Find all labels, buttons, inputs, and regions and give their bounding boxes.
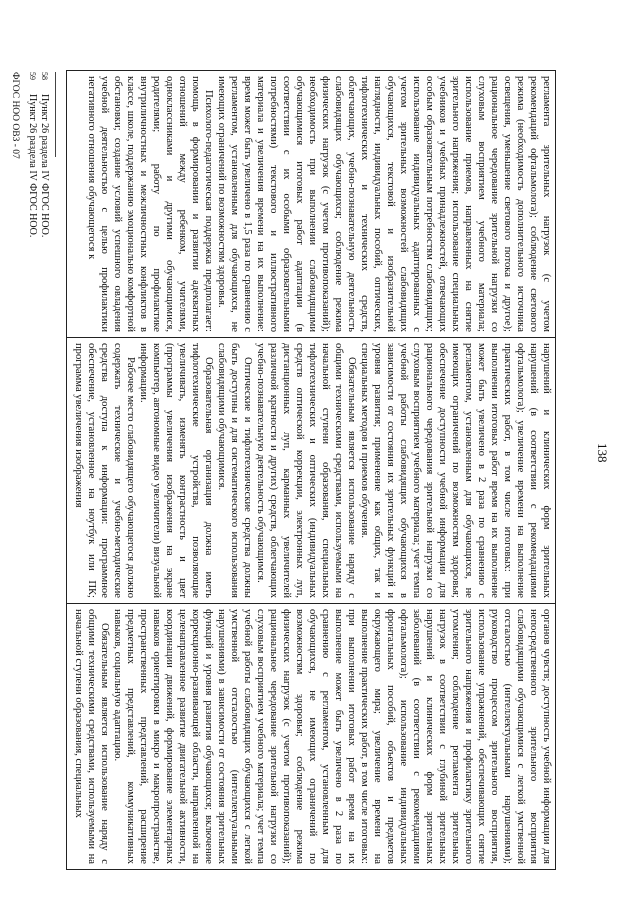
footnote-mark: 59 [28,72,37,80]
footnote-text: Пункт 26 раздела IV ФГОС НОО. [27,94,38,238]
footnote-text: Пункт 26 раздела IV ФГОС НОО. [39,94,50,238]
footnotes [26,72,50,237]
page-number: 138 [595,443,610,463]
table-column-1 [67,71,555,337]
column-paragraph: Обязательным является использование наряду с общими техническими средствами, используемыми на начальной ступени образования, специальных [73,609,110,864]
footnote-mark: 58 [40,72,49,80]
footnote [26,72,38,237]
column-paragraph: Рабочее место слабовидящего обучающегося должно содержать технические и учебно-методические средства доступа к информации: программное обеспечение, установленное на ноутбук или ПК; программа увеличения изображения [73,343,136,598]
table-column-2 [67,337,555,603]
footnote [38,72,50,237]
table-column-3 [67,603,555,869]
column-paragraph: нарушений и клинических форм зрительных нарушений (в соответствии с рекомендациями офтальмолога); увеличение времени на выполнение практических работ, в том числе итоговых: при выполнении итоговых работ время на их выполнение может быть увеличено в 2 раза по сравнению с регламентом, установленным для обучающихся, не имеющих ограничений по возможностям здоровья; обеспечение доступности учебной информации для рационального чередования зрительной нагрузки со слуховым восприятием учебного материала; учет темпа учебной работы слабовидящих обучающихся в зависимости от состояния их зрительных функций и уровня развития; применение как общих, так и специальных методов и приемов обучения. [359,343,552,598]
document-code: ФГОС НОО ОВЗ - 07 [10,72,20,159]
requirements-table [66,70,556,870]
column-paragraph: Обязательным является использование наряду с общими техническими средствами, используемыми на начальной ступени образования, специальных тифлотехнических и оптических (индивидуальных средств оптической коррекции, электронных луп, дистанционных луп, карманных увеличителей различной кратности и других) средств, облегчающих учебно-познавательную деятельность обучающимся. [255,343,357,598]
column-paragraph: Психолого-педагогическая поддержка предполагает: помощь в формировании и развитии адекватных отношений между ребенком, учителями, одноклассниками и другими обучающимися, родителями; работу по профилактике внутриличностных и межличностных конфликтов в классе, школе, поддержанию эмоционально комфортной обстановки; создание условий успешного овладения учебной деятельностью с целью профилактики негативного отношения обучающегося к [86,76,214,332]
footnote-divider [55,72,56,157]
column-paragraph: Оптические и тифлотехнические средства должны быть доступны и для систематического использования слабовидящими обучающимися. [216,343,253,598]
column-paragraph: Образовательная организация должна иметь тифлотехнические устройства, позволяющие увеличивать, изменять контрастность и цвет (программы увеличения изображения на экране компьютер, автономные видео увеличители) визуальной информации. [138,343,214,598]
column-paragraph: регламента зрительных нагрузок (с учетом рекомендаций офтальмолога); соблюдение светового режима (необходимость дополнительного источника освещения, уменьшение светового потока и другое); рациональное чередование зрительной нагрузки со слуховым восприятием учебного материала; использование приемов, направленных на снятие зрительного напряжения; использование специальных учебников и учебных принадлежностей, отвечающих особым образовательным потребностям слабовидящих; использование индивидуальных адаптированных с учетом зрительных возможностей слабовидящих обучающихся, текстовой и изобразительной наглядности, индивидуальных пособий, оптических, тифлотехнических и технических средств, облегчающих, учебно-познавательную деятельность слабовидящих обучающихся; соблюдение режима физических нагрузок (с учетом противопоказаний); необходимость при выполнении слабовидящими обучающимися итоговых работ адаптации (в соответствии с их особыми образовательными потребностями) текстового и иллюстративного материала и увеличения времени на их выполнение: время может быть увеличено в 1,5 раза по сравнению с регламентом, установленным для обучающихся, не имеющих ограничений по возможностям здоровья. [216,76,552,332]
column-paragraph: органов чувств; доступность учебной информации для непосредственного зрительного восприятия слабовидящими обучающимися с легкой умственной отсталостью (интеллектуальными нарушениями); руководство процессом зрительного восприятия, использование упражнений, обеспечивающих снятие зрительного напряжения и профилактику зрительного утомления; соблюдение регламента зрительных нагрузок в соответствии с глубиной зрительных нарушений и клинических форм зрительных заболеваний (в соответствии с рекомендациями офтальмолога); использование индивидуальных фронтальных пособий, объектов и предметов окружающего мира; увеличение времени на выполнение практических работ, в том числе итоговых: при выполнении итоговых работ время на их выполнение может быть увеличено в 2 раза по сравнению с регламентом, установленным для обучающихся, не имеющих ограничений по возможностям здоровья; соблюдение режима физических нагрузок (с учетом противопоказаний); рациональное чередование зрительной нагрузки со слуховым восприятием учебного материала; учет темпа учебной работы слабовидящих обучающихся с легкой умственной отсталостью (интеллектуальными нарушениями) в зависимости от состояния зрительных функций и уровня развития обучающихся; включение коррекционно-развивающей области, направленной на целенаправленное развитие двигательной активности, координации движений, формирование элементарных навыков ориентировки в микро и макропространстве, пространственных представлений, расширение предметных представлений, коммуникативных навыков, социальную адаптацию. [112,609,552,864]
